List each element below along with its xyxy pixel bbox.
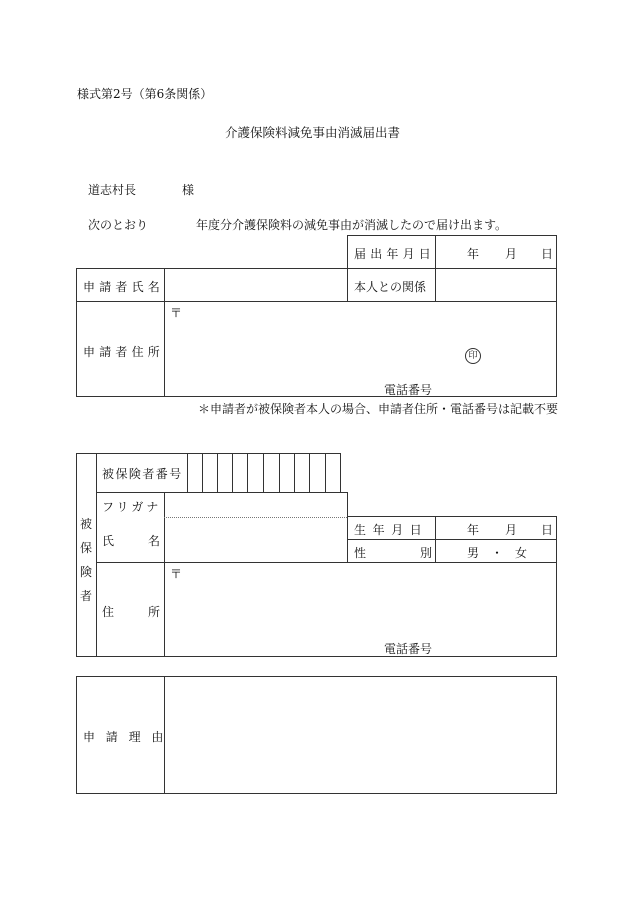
furigana-field[interactable] [165,493,347,516]
reason-label: 申請理由 [83,730,175,744]
recipient: 道志村長 [88,183,137,197]
reason-field[interactable] [165,677,556,793]
birthdate-day: 日 [541,523,554,537]
relation-field[interactable] [436,269,556,301]
insured-address-label-2: 所 [148,605,161,619]
applicant-phone-label: 電話番号 [384,383,433,397]
birthdate-year: 年 [467,523,480,537]
insured-number-label: 被保険者番号 [102,467,183,481]
insured-address-label-1: 住 [102,605,115,619]
birthdate-label: 生年月日 [354,523,429,537]
sex-label-1: 性 [354,546,367,560]
insured-name-label-2: 名 [148,534,161,548]
applicant-address-label: 申請者住所 [83,345,165,359]
seal-mark: 印 [465,348,481,364]
intro-text: 年度分介護保険料の減免事由が消滅したので届け出ます。 [196,218,508,232]
submit-date-year: 年 [467,247,480,261]
document-title: 介護保険料減免事由消滅届出書 [225,125,401,140]
insured-name-label-1: 氏 [102,534,115,548]
insured-group-char: 険 [80,565,93,579]
applicant-address-field[interactable] [165,302,556,396]
furigana-label: フリガナ [102,500,162,514]
insured-group-char: 被 [80,517,93,531]
form-number: 様式第2号（第6条関係） [77,87,213,101]
insured-name-field[interactable] [165,518,347,562]
insured-group-label [80,512,94,608]
submit-date-field[interactable] [436,236,556,268]
birthdate-field[interactable] [436,517,556,539]
submit-date-day: 日 [541,247,554,261]
sex-options[interactable]: 男 ・ 女 [467,546,528,560]
applicant-note: ＊申請者が被保険者本人の場合、申請者住所・電話番号は記載不要 [198,402,559,416]
relation-label: 本人との関係 [354,280,427,294]
recipient-honorific: 様 [182,183,195,197]
applicant-postal-mark: 〒 [170,306,183,320]
insured-group-char: 者 [80,589,93,603]
sex-label-2: 別 [420,546,433,560]
submit-date-month: 月 [505,247,518,261]
insured-postal-mark: 〒 [170,567,183,581]
insured-number-field[interactable] [188,454,340,492]
birthdate-month: 月 [505,523,518,537]
insured-phone-label: 電話番号 [384,642,433,656]
applicant-name-field[interactable] [165,269,347,301]
applicant-name-label: 申請者氏名 [83,280,165,294]
submit-date-label: 届出年月日 [354,247,436,261]
insured-group-char: 保 [80,541,93,555]
intro-lead: 次のとおり [88,218,149,232]
insured-address-field[interactable] [165,563,556,656]
